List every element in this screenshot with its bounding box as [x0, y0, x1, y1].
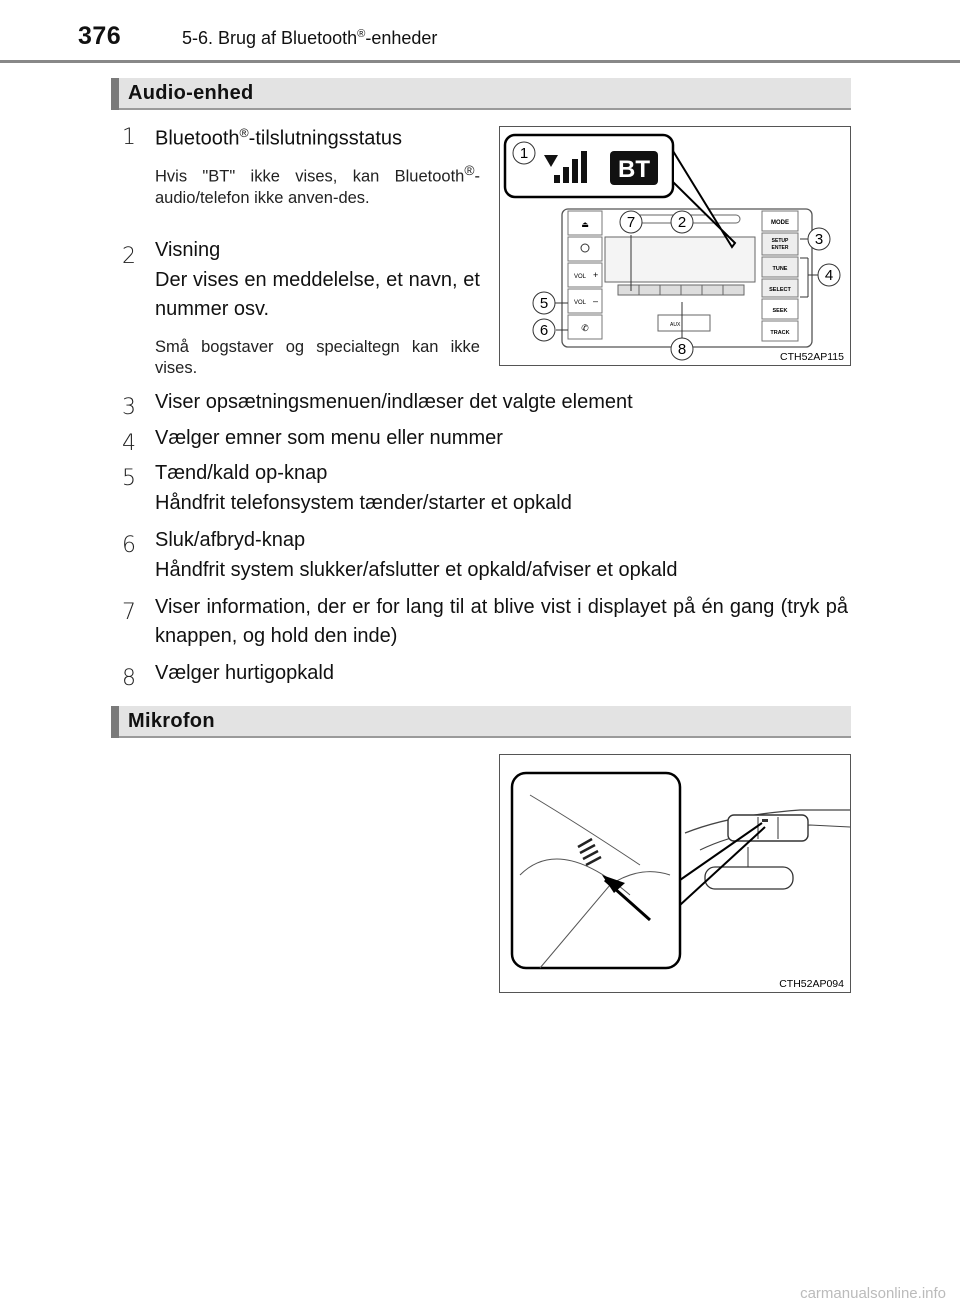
item-7-title: Viser information, der er for lang til at blive vist i displayet på én gang (tryk på knappen, og hold den inde)	[155, 596, 848, 647]
svg-text:MODE: MODE	[771, 220, 789, 226]
svg-text:VOL: VOL	[574, 274, 587, 280]
svg-text:6: 6	[539, 322, 549, 339]
page-number: 376	[78, 22, 122, 50]
svg-text:✆: ✆	[581, 324, 589, 334]
svg-text:TRACK: TRACK	[770, 330, 790, 336]
item-2-desc: Der vises en meddelelse, et navn, et nummer osv.	[155, 269, 480, 320]
item-4-title: Vælger emner som menu eller nummer	[155, 427, 503, 449]
section-mic-header	[111, 706, 851, 738]
svg-text:ENTER: ENTER	[771, 245, 789, 251]
svg-text:CTH52AP115: CTH52AP115	[779, 351, 844, 363]
item-number: 5	[122, 466, 136, 491]
item-number: 3	[122, 395, 136, 420]
item-1-title: Bluetooth®-tilslutningsstatus	[155, 126, 403, 150]
svg-text:8: 8	[677, 341, 687, 358]
item-2-title: Visning	[155, 239, 221, 261]
svg-text:CTH52AP094: CTH52AP094	[779, 978, 844, 990]
svg-text:TUNE: TUNE	[772, 266, 788, 272]
item-number: 8	[122, 666, 136, 691]
svg-text:7: 7	[626, 214, 636, 231]
item-5-desc: Håndfrit telefonsystem tænder/starter et opkald	[155, 492, 572, 514]
svg-text:5: 5	[539, 295, 549, 312]
item-number: 1	[122, 125, 136, 150]
svg-text:SETUP: SETUP	[771, 238, 789, 244]
svg-text:3: 3	[814, 231, 824, 248]
item-number: 2	[122, 244, 136, 269]
svg-text:–: –	[593, 296, 599, 306]
item-6-desc: Håndfrit system slukker/afslutter et opkald/afviser et opkald	[155, 559, 678, 581]
watermark: carmanualsonline.info	[800, 1285, 946, 1302]
item-2-note: Små bogstaver og specialtegn kan ikke vises.	[155, 338, 480, 377]
audio-unit-illustration	[500, 127, 850, 365]
microphone-illustration	[500, 755, 850, 992]
svg-text:VOL: VOL	[574, 300, 587, 306]
svg-text:2: 2	[677, 214, 687, 231]
svg-text:⏏: ⏏	[581, 220, 589, 229]
svg-text:BT: BT	[618, 156, 650, 183]
svg-text:SELECT: SELECT	[769, 287, 791, 293]
section-mic-title: Mikrofon	[128, 710, 215, 732]
item-3-title: Viser opsætningsmenuen/indlæser det valgte element	[155, 391, 633, 413]
item-number: 4	[122, 431, 136, 456]
header-rule	[0, 60, 960, 63]
section-audio-header	[111, 78, 851, 110]
svg-text:SEEK: SEEK	[772, 308, 788, 314]
item-1-note: Hvis "BT" ikke vises, kan Bluetooth®-audio/telefon ikke anven-des.	[155, 163, 480, 207]
section-audio-title: Audio-enhed	[128, 82, 254, 104]
item-8-title: Vælger hurtigopkald	[155, 662, 334, 684]
chapter-title: 5-6. Brug af Bluetooth®-enheder	[182, 28, 438, 48]
figure-microphone	[499, 754, 851, 993]
item-5-title: Tænd/kald op-knap	[155, 462, 328, 484]
svg-text:+: +	[593, 270, 599, 280]
svg-text:AUX: AUX	[670, 322, 681, 328]
figure-audio-unit	[499, 126, 851, 366]
item-6-title: Sluk/afbryd-knap	[155, 529, 306, 551]
svg-text:1: 1	[519, 145, 529, 162]
item-number: 7	[122, 600, 136, 625]
svg-text:4: 4	[824, 267, 834, 284]
item-number: 6	[122, 533, 136, 558]
